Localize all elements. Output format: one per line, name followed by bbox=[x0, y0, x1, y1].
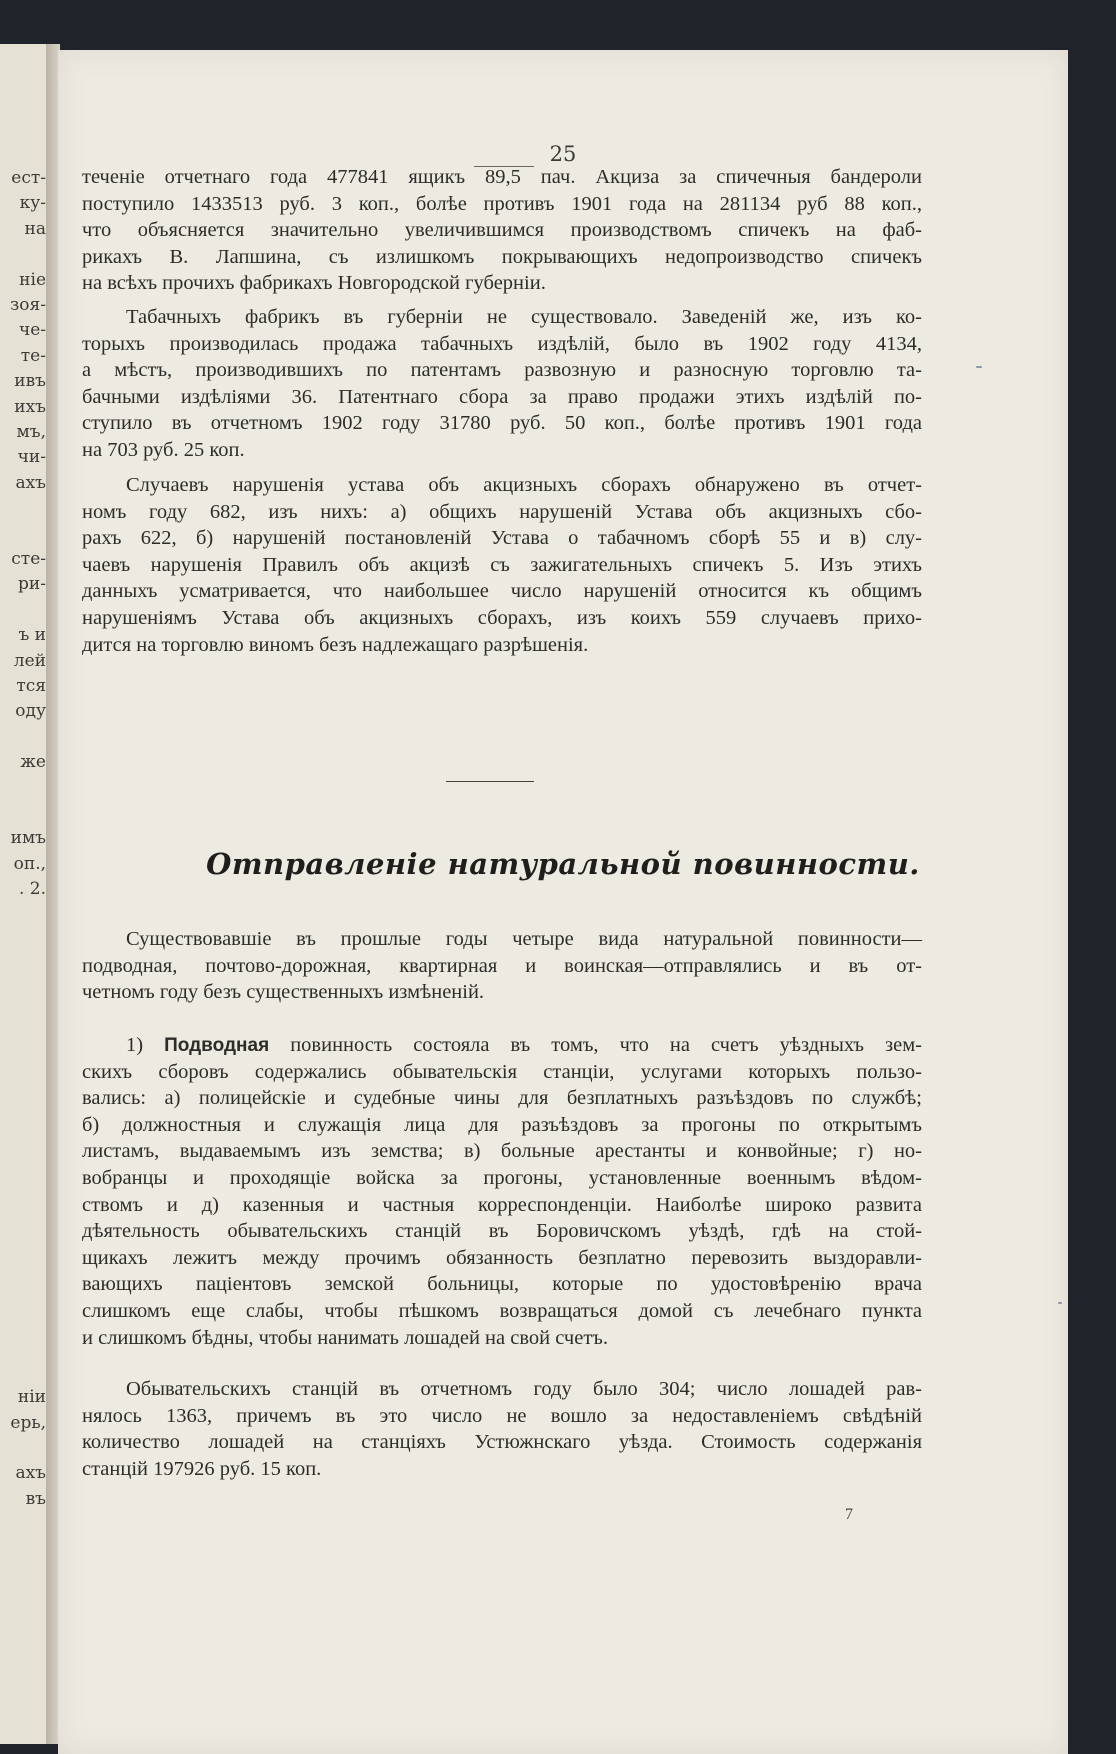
left-page-fragment: ку- bbox=[19, 193, 46, 214]
left-page-fragment: оп., bbox=[13, 853, 46, 874]
left-page-fragment: тся bbox=[16, 676, 46, 696]
bold-term: Подводная bbox=[164, 1035, 270, 1056]
page-number: 25 bbox=[549, 142, 577, 166]
paragraph-line: Случаевъ нарушенія устава объ акцизныхъ сборахъ обнаружено въ отчет- bbox=[126, 474, 922, 496]
left-page-fragment: ахъ bbox=[15, 472, 46, 493]
paragraph-line: бачными издѣліями 36. Патентнаго сбора за право продажи этихъ издѣлій по- bbox=[82, 385, 922, 408]
paragraph-line: листамъ, выдаваемымъ изъ земства; в) больные арестанты и конвойные; г) но- bbox=[82, 1140, 922, 1163]
paragraph-line: Табачныхъ фабрикъ въ губерніи не существовало. Заведеній же, изъ ко- bbox=[126, 306, 922, 328]
left-page-fragment: ихъ bbox=[14, 396, 46, 417]
left-page-fragment: имъ bbox=[10, 828, 46, 849]
paragraph-line: рикахъ В. Лапшина, съ излишкомъ покрывающихъ недопроизводство спичекъ bbox=[82, 245, 922, 268]
paragraph-line: рахъ 622, б) нарушеній постановленій Устава о табачномъ сборѣ 55 и в) слу- bbox=[82, 527, 922, 550]
paragraph-line: подводная, почтово-дорожная, квартирная и воинская—отправлялись и въ от- bbox=[82, 954, 922, 977]
paragraph-line: чаевъ нарушенія Правилъ объ акцизѣ съ зажигательныхъ спичекъ 5. Изъ этихъ bbox=[82, 553, 922, 576]
paragraph-cartage-duty-rest bbox=[82, 1059, 922, 1352]
left-page-fragment: на bbox=[24, 218, 46, 239]
paragraph-violations bbox=[82, 472, 922, 658]
paragraph-line: нялось 1363, причемъ въ это число не вошло за недоставленіемъ свѣдѣній bbox=[82, 1404, 922, 1427]
left-page-fragment: че- bbox=[18, 320, 46, 341]
left-page-fragment: сте- bbox=[11, 549, 46, 569]
paragraph-matches-excise bbox=[82, 164, 922, 297]
paragraph-line: скихъ сборовъ содержались обывательскія станціи, услугами которыхъ пользо- bbox=[82, 1060, 922, 1083]
right-background bbox=[1068, 50, 1116, 1754]
paragraph-line: Существовавшіе въ прошлые годы четыре вида натуральной повинности— bbox=[126, 928, 922, 950]
paragraph-line: на всѣхъ прочихъ фабрикахъ Новгородской губерніи. bbox=[82, 272, 546, 295]
paragraph-line bbox=[82, 1032, 922, 1059]
left-page-fragment: ерь, bbox=[10, 1412, 46, 1433]
left-page-fragment: ри- bbox=[18, 574, 46, 595]
left-page-fragment: ест- bbox=[11, 168, 46, 188]
paragraph-line: номъ году 682, изъ нихъ: а) общихъ нарушеній Устава объ акцизныхъ сбо- bbox=[82, 500, 922, 523]
scan-speck bbox=[1058, 1302, 1062, 1304]
paragraph-line: на 703 руб. 25 коп. bbox=[82, 438, 245, 461]
paragraph-line: вобранцы и проходящіе войска за прогоны, установленные военнымъ вѣдом- bbox=[82, 1166, 922, 1189]
paragraph-line: поступило 1433513 руб. 3 коп., болѣе противъ 1901 года на 281134 руб 88 коп., bbox=[82, 192, 922, 215]
left-page-fragment: ъ и bbox=[18, 625, 46, 646]
left-page-fragment: ивъ bbox=[14, 371, 46, 392]
paragraph-line: теченіе отчетнаго года 477841 ящикъ 89,5 пач. Акциза за спичечныя бандероли bbox=[82, 166, 922, 188]
left-page-fragment: въ bbox=[25, 1488, 46, 1509]
left-page-fragment: же bbox=[20, 752, 46, 773]
left-page-fragment: те- bbox=[20, 345, 46, 366]
paragraph-line: станцій 197926 руб. 15 коп. bbox=[82, 1457, 322, 1480]
paragraph-line: нарушеніямъ Устава объ акцизныхъ сборахъ, изъ коихъ 559 случаевъ прихо- bbox=[82, 606, 922, 629]
paragraph-line: торыхъ производилась продажа табачныхъ издѣлій, было въ 1902 году 4134, bbox=[82, 332, 922, 355]
paragraph-line: четномъ году безъ существенныхъ измѣненій. bbox=[82, 981, 485, 1004]
left-page-fragment: ніи bbox=[17, 1387, 46, 1408]
paragraph-line: слишкомъ еще слабы, чтобы пѣшкомъ возвращаться домой съ лечебнаго пункта bbox=[82, 1299, 922, 1322]
scan-speck bbox=[976, 366, 982, 368]
paragraph-line: вающихъ паціентовъ земской больницы, которые по удостовѣренію врача bbox=[82, 1273, 922, 1296]
paragraph-line: данныхъ усматривается, что наибольшее число нарушеній относится къ общимъ bbox=[82, 580, 922, 603]
paragraph-line: дится на торговлю виномъ безъ надлежащаго разрѣшенія. bbox=[82, 633, 589, 656]
left-page-fragment: зоя- bbox=[10, 295, 46, 315]
paragraph-line: а мѣстъ, производившихъ по патентамъ развозную и разносную торговлю та- bbox=[82, 359, 922, 382]
left-page-fragment: ахъ bbox=[15, 1463, 46, 1484]
left-page-fragment: . 2. bbox=[18, 879, 46, 900]
paragraph-line: вались: а) полицейскіе и судебные чины для безплатныхъ разъѣздовъ по службѣ; bbox=[82, 1087, 922, 1110]
paragraph-line: б) должностныя и служащія лица для разъѣздовъ за прогоны по открытымъ bbox=[82, 1113, 922, 1136]
paragraph-line: что объясняется значительно увеличившимся производствомъ спичекъ на фаб- bbox=[82, 219, 922, 242]
paragraph-line: ступило въ отчетномъ 1902 году 31780 руб. 50 коп., болѣе противъ 1901 года bbox=[82, 412, 922, 435]
document-page bbox=[58, 50, 1068, 1754]
section-divider bbox=[446, 781, 534, 782]
paragraph-line: и слишкомъ бѣдны, чтобы нанимать лошадей на свой счетъ. bbox=[82, 1326, 609, 1349]
signature-mark: 7 bbox=[845, 1506, 853, 1523]
left-page-fragment: мъ, bbox=[16, 422, 46, 442]
paragraph-duties-intro bbox=[82, 926, 922, 1006]
left-page-fragment: ніе bbox=[19, 269, 46, 290]
paragraph-line: щикахъ лежитъ между прочимъ обязанность безплатно перевозить выздоравли- bbox=[82, 1246, 922, 1269]
paragraph-line: ствомъ и д) казенныя и частныя корреспонденціи. Наиболѣе широко развита bbox=[82, 1193, 922, 1216]
paragraph-line: дѣятельность обывательскихъ станцій въ Боровичскомъ уѣздѣ, гдѣ на стой- bbox=[82, 1220, 922, 1243]
section-title: Отправленіе натуральной повинности. bbox=[206, 847, 920, 881]
paragraph-line: Обывательскихъ станцій въ отчетномъ году было 304; число лошадей рав- bbox=[126, 1378, 922, 1400]
list-number: 1) bbox=[126, 1034, 144, 1056]
paragraph-stations bbox=[82, 1376, 922, 1482]
line-text: повинность состояла въ томъ, что на счетъ уѣздныхъ зем- bbox=[290, 1034, 922, 1056]
left-page-fragment: оду bbox=[15, 701, 46, 722]
left-page-fragment: чи- bbox=[17, 447, 46, 468]
paragraph-cartage-duty bbox=[82, 1032, 922, 1351]
paragraph-line: количество лошадей на станціяхъ Устюжнскаго уѣзда. Стоимость содержанія bbox=[82, 1431, 922, 1454]
left-page-fragment: лей bbox=[13, 650, 46, 671]
paragraph-tobacco bbox=[82, 304, 922, 464]
